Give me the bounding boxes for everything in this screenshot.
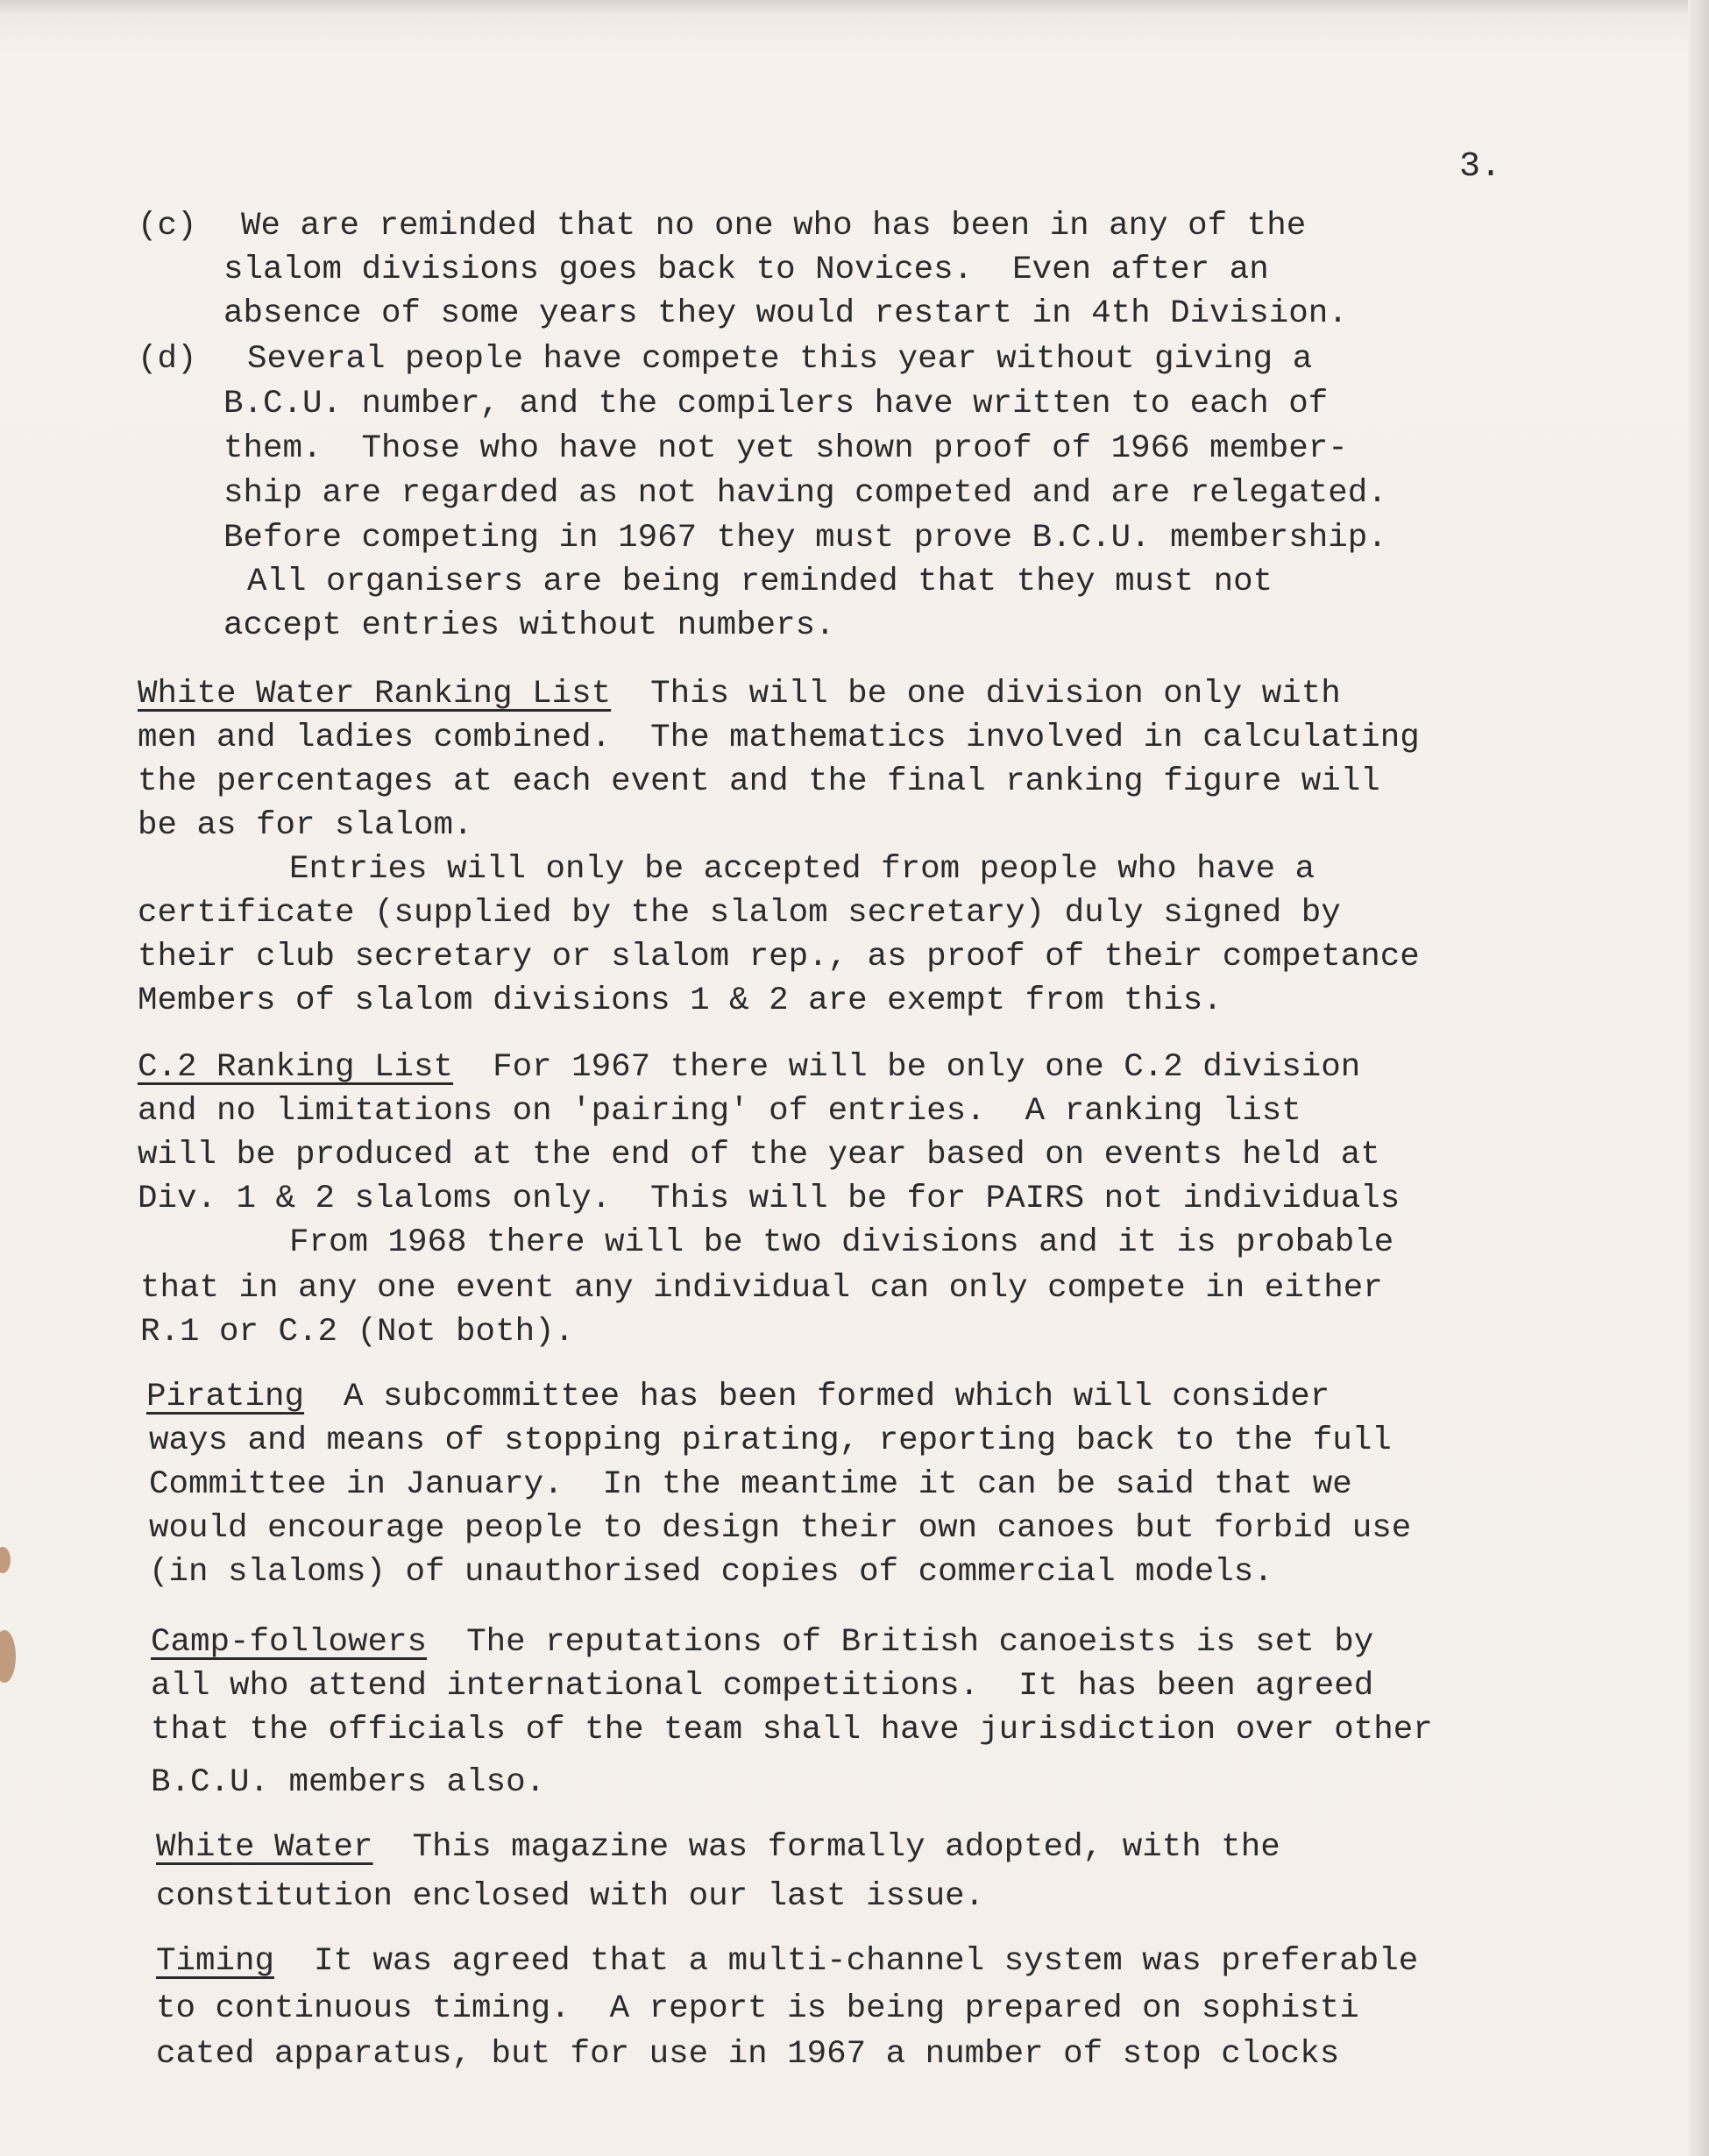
section-white-water xyxy=(156,1829,1280,1866)
paragraph-line: Entries will only be accepted from people who have a xyxy=(289,851,1315,888)
section-timing xyxy=(156,1943,1419,1980)
item-c-line: We are reminded that no one who has been in any of the xyxy=(241,208,1307,245)
item-d-line: B.C.U. number, and the compilers have written to each of xyxy=(223,386,1329,422)
section-pirating xyxy=(146,1381,1330,1415)
paragraph-line: B.C.U. members also. xyxy=(151,1764,546,1801)
paragraph-line: (in slaloms) of unauthorised copies of commercial models. xyxy=(149,1554,1273,1591)
section-heading: White Water xyxy=(156,1829,373,1866)
section-heading: Pirating xyxy=(146,1379,305,1415)
paragraph-line: to continuous timing. A report is being prepared on sophisti xyxy=(156,1990,1359,2027)
page-number: 3. xyxy=(1459,147,1502,187)
item-d-line: Several people have compete this year without giving a xyxy=(247,341,1313,378)
section-white-water-ranking xyxy=(138,678,1341,712)
item-d-line: All organisers are being reminded that they must not xyxy=(247,564,1273,600)
section-c2-ranking xyxy=(138,1049,1361,1086)
paragraph-line: and no limitations on 'pairing' of entries. A ranking list xyxy=(138,1093,1301,1130)
paragraph-line: Committee in January. In the meantime it can be said that we xyxy=(149,1466,1352,1503)
item-d-line: ship are regarded as not having competed and are relegated. xyxy=(223,475,1387,512)
item-c-line: slalom divisions goes back to Novices. Even after an xyxy=(223,252,1269,288)
paragraph-line: the percentages at each event and the final ranking figure will xyxy=(138,763,1380,800)
paragraph-line: Div. 1 & 2 slaloms only. This will be for PAIRS not individuals xyxy=(138,1181,1401,1217)
rust-stain xyxy=(0,1630,16,1683)
paragraph-line: certificate (supplied by the slalom secretary) duly signed by xyxy=(138,895,1341,932)
paragraph-line: constitution enclosed with our last issue. xyxy=(156,1878,985,1915)
item-c-marker: (c) xyxy=(138,208,197,245)
paragraph-line: all who attend international competitions. It has been agreed xyxy=(151,1668,1374,1705)
paragraph-line: men and ladies combined. The mathematics involved in calculating xyxy=(138,720,1420,756)
paragraph-line: their club secretary or slalom rep., as proof of their competance xyxy=(138,939,1420,975)
item-d-marker: (d) xyxy=(138,341,197,378)
paragraph-line: From 1968 there will be two divisions and it is probable xyxy=(289,1224,1394,1261)
paragraph-line: ways and means of stopping pirating, reporting back to the full xyxy=(149,1422,1392,1459)
paragraph-line: will be produced at the end of the year based on events held at xyxy=(138,1137,1380,1174)
section-lead: This magazine was formally adopted, with the xyxy=(412,1829,1280,1866)
paragraph-line: R.1 or C.2 (Not both). xyxy=(140,1314,575,1351)
paragraph-line: Members of slalom divisions 1 & 2 are exempt from this. xyxy=(138,982,1223,1019)
section-heading: Camp-followers xyxy=(151,1624,428,1661)
rust-stain xyxy=(0,1547,11,1573)
item-d-line: Before competing in 1967 they must prove B.C.U. membership. xyxy=(223,520,1387,557)
section-lead: A subcommittee has been formed which will consider xyxy=(344,1379,1330,1415)
paragraph-line: would encourage people to design their own canoes but forbid use xyxy=(149,1510,1412,1547)
item-c-line: absence of some years they would restart in 4th Division. xyxy=(223,295,1348,332)
section-lead: For 1967 there will be only one C.2 division xyxy=(493,1049,1361,1086)
section-heading: C.2 Ranking List xyxy=(138,1049,454,1086)
page-edge xyxy=(1688,0,1709,2156)
paragraph-line: that in any one event any individual can only compete in either xyxy=(140,1270,1383,1307)
item-d-line: accept entries without numbers. xyxy=(223,607,835,644)
section-camp-followers xyxy=(151,1624,1374,1661)
section-lead: This will be one division only with xyxy=(650,676,1341,713)
section-heading: Timing xyxy=(156,1943,275,1980)
section-lead: The reputations of British canoeists is set by xyxy=(466,1624,1374,1661)
section-lead: It was agreed that a multi-channel system was preferable xyxy=(314,1943,1419,1980)
section-heading: White Water Ranking List xyxy=(138,676,612,713)
paragraph-line: be as for slalom. xyxy=(138,807,473,844)
item-d-line: them. Those who have not yet shown proof of 1966 member- xyxy=(223,430,1348,467)
paragraph-line: cated apparatus, but for use in 1967 a number of stop clocks xyxy=(156,2036,1340,2073)
paragraph-line: that the officials of the team shall have jurisdiction over other xyxy=(151,1712,1433,1748)
